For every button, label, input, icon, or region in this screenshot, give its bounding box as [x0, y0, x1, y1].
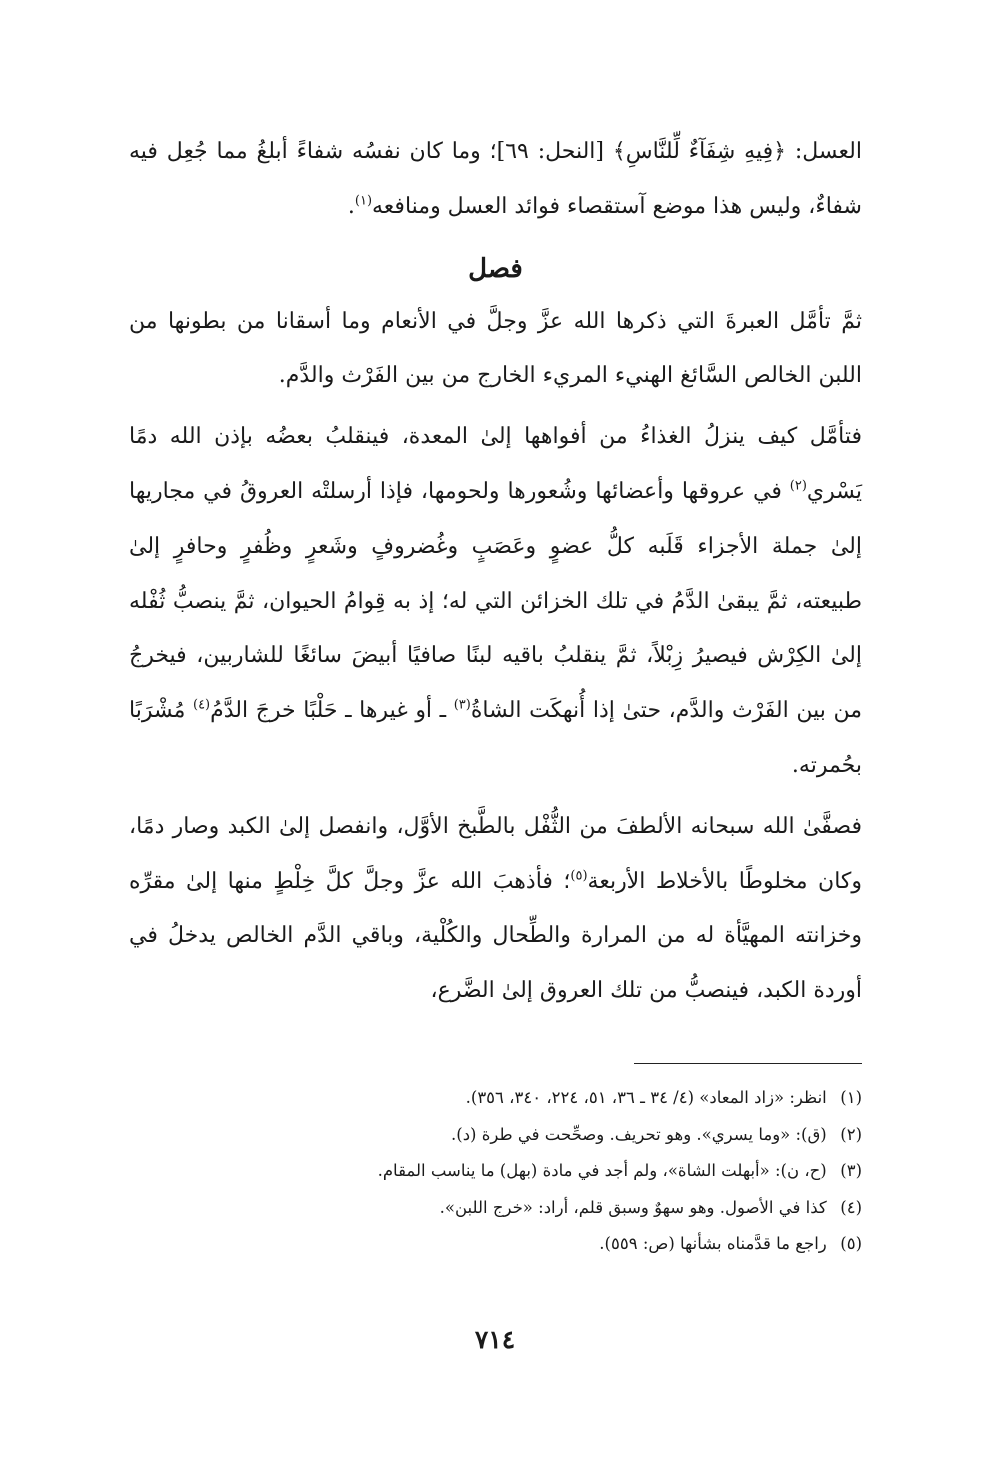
paragraph-purification-part2: ؛ فأذهبَ الله عزَّ وجلَّ كلَّ خِلْطٍ منها إلىٰ مقرِّه وخزانته المهيَّأة له من المرارة والطِّحال والكُلْية، وباقي الدَّم الخالص يدخلُ في أوردة الكبد، فينصبُّ من تلك العروق إلىٰ الضَّرع،	[129, 868, 862, 1004]
footnote-text: انظر: «زاد المعاد» (٤/ ٣٤ ـ ٣٦، ٥١، ٢٢٤، ٣٤٠، ٣٥٦).	[465, 1088, 827, 1107]
footnote-item	[129, 1153, 862, 1190]
paragraph-purification-part1: فصفَّىٰ الله سبحانه الألطفَ من الثُّفْل بالطَّبخ الأوَّل، وانفصل إلىٰ الكبد وصار دمًا، وكان مخلوطًا بالأخلاط الأربعة	[129, 813, 863, 894]
footnote-text: (ح، ن): «أبهلت الشاة»، ولم أجد في مادة (بهل) ما يناسب المقام.	[377, 1161, 827, 1181]
page-body	[129, 125, 862, 1019]
paragraph-honey-end: .	[347, 193, 355, 219]
footnote-ref-3[interactable]: (٣)	[453, 697, 471, 713]
footnote-item	[129, 1080, 862, 1117]
footnote-ref-5[interactable]: (٥)	[570, 868, 588, 884]
paragraph-digestion-part2: في عروقها وأعضائها وشُعورها ولحومها، فإذا أرسلتْه العروقُ في مجاريها إلىٰ جملة الأجزاء قَلَبه كلُّ عضوٍ وعَصَبٍ وغُضروفٍ وشَعرٍ وظُفرٍ وحافرٍ إلىٰ طبيعته، ثمَّ يبقىٰ الدَّمُ في تلك الخزائن التي له؛ إذ به قِوامُ الحيوان، ثمَّ ينصبُّ ثُفْله إلىٰ الكِرْش فيصيرُ زِبْلاً، ثمَّ ينقلبُ باقيه لبنًا صافيًا أبيضَ سائغًا للشاربين، فيخرجُ من بين الفَرْث والدَّم، حتىٰ إذا أُنهكَت الشاةُ	[129, 478, 862, 724]
page-number: ٧١٤	[474, 1325, 516, 1354]
paragraph-honey-text: العسل: ﴿فِيهِ شِفَآءٌ لِّلنَّاسِ﴾ [النحل: ٦٩]؛ وما كان نفسُه شفاءً أبلغُ مما جُعِل فيه شفاءٌ، وليس هذا موضع آستقصاء فوائد العسل ومنافعه	[129, 139, 862, 219]
footnote-text: راجع ما قدَّمناه بشأنها (ص: ٥٥٩).	[599, 1234, 827, 1254]
footnotes-section	[129, 1080, 862, 1263]
footnote-item	[129, 1117, 862, 1154]
footnote-number: (٢)	[840, 1124, 862, 1144]
footnote-ref-4[interactable]: (٤)	[192, 697, 211, 713]
footnote-item	[129, 1226, 862, 1263]
paragraph-honey	[129, 125, 862, 235]
footnote-ref-2[interactable]: (٢)	[789, 478, 807, 494]
footnote-number: (٥)	[840, 1234, 862, 1254]
footnote-number: (١)	[840, 1088, 862, 1107]
paragraph-digestion-part3: ـ أو غيرها ـ حَلْبًا خرجَ الدَّمُ	[210, 698, 454, 724]
footnote-divider	[634, 1063, 862, 1064]
section-heading: فصل	[468, 253, 523, 284]
paragraph-digestion	[129, 410, 862, 794]
paragraph-digestion-part1: فتأمَّل كيف ينزلُ الغذاءُ من أفواهها إلىٰ المعدة، فينقلبُ بعضُه بإذن الله دمًا يَسْري	[129, 424, 862, 504]
footnote-text: (ق): «وما يسري». وهو تحريف. وصحِّحت في طرة (د).	[451, 1124, 827, 1144]
footnote-number: (٣)	[840, 1161, 862, 1181]
paragraph-purification	[129, 800, 862, 1019]
paragraph-digestion-part4: مُشْرَبًا بحُمرته.	[129, 698, 862, 778]
footnote-item	[129, 1190, 862, 1227]
footnote-text: كذا في الأصول. وهو سهوٌ وسبق قلم، أراد: «خرج اللبن».	[439, 1197, 827, 1217]
footnote-number: (٤)	[840, 1197, 862, 1217]
footnote-ref-1[interactable]: (١)	[354, 193, 373, 209]
paragraph-cattle: ثمَّ تأمَّل العبرةَ التي ذكرها الله عزَّ وجلَّ في الأنعام وما أسقانا من بطونها من اللبن الخالص السَّائغ الهنيء المريء الخارج من بين الفَرْث والدَّم.	[129, 308, 862, 389]
